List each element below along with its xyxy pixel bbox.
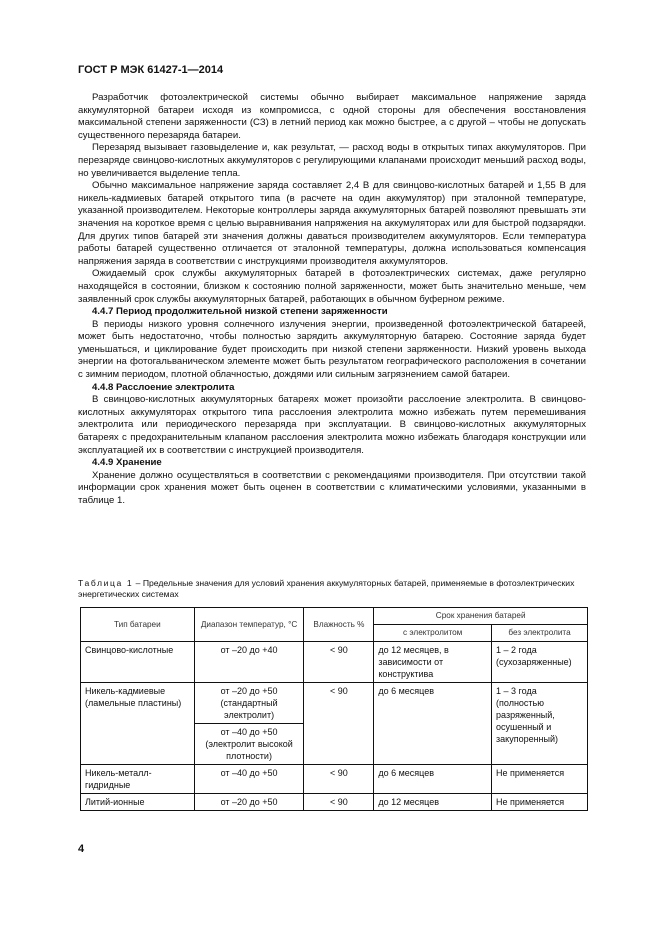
cell-humidity: < 90 [304, 642, 374, 683]
table-label: Таблица 1 [78, 578, 134, 588]
cell-humidity: < 90 [304, 765, 374, 794]
section-heading-449: 4.4.9 Хранение [92, 457, 162, 469]
table-caption [78, 578, 586, 600]
paragraph: Ожидаемый срок службы аккумуляторных батарей в фотоэлектрических системах, даже регулярно находящейся в состоянии, близком к состоянию полной заряженности, может быть значительно меньше, чем заявленный срок службы аккумуляторных батарей, работающих в обычном буферном режиме. [78, 268, 586, 305]
body-text [78, 92, 586, 508]
page-number: 4 [78, 843, 85, 855]
table-row [81, 765, 588, 794]
cell-without-electrolyte: 1 – 3 года (полностью разряженный, осушенный и закупоренный) [492, 683, 588, 765]
cell-temp: от –20 до +40 [194, 642, 304, 683]
table-caption-text: – Предельные значения для условий хранения аккумуляторных батарей, применяемые в фотоэлектрических энергетических системах [78, 578, 575, 599]
cell-type: Никель-кадмиевые (ламельные пластины) [81, 683, 195, 765]
cell-temp: от –40 до +50 [194, 765, 304, 794]
paragraph: Обычно максимальное напряжение заряда составляет 2,4 В для свинцово-кислотных батарей и 1,55 В для никель-кадмиевых батарей открытого типа (в расчете на один аккумулятор) при эталонной температуре, указанной производителем. Некоторые контроллеры заряда аккумуляторных батарей позволяют превышать эти значения на короткое время с целью выравнивания напряжения на аккумуляторах или для быстрой подзарядки. Для других типов батарей эти значения должны даваться производителем аккумуляторов. Если температура работы батарей существенно отличается от эталонной температуры, должна использоваться компенсация напряжения заряда в соответствии с инструкциями производителя аккумуляторов. [78, 180, 586, 267]
storage-table [80, 607, 588, 811]
table-header-row [81, 608, 588, 625]
section-heading-447: 4.4.7 Период продолжительной низкой степени заряженности [92, 306, 388, 318]
paragraph: В периоды низкого уровня солнечного излучения энергии, произведенной фотоэлектрической батареей, может быть недостаточно, чтобы полностью зарядить аккумуляторную батарею. Состояние заряда будет уменьшаться, и циклирование будет происходить при низкой степени заряженности. Низкий уровень выхода энергии на фотогальваническом элементе может быть результатом географического расположения в сочетании с зимним периодом, плотной облачностью, дождями или сильным загрязнением самой батареи. [78, 318, 586, 381]
paragraph: Разработчик фотоэлектрической системы обычно выбирает максимальное напряжение заряда аккумуляторной батареи исходя из компромисса, с одной стороны для обеспечения восстановления максимальной степени заряженности (СЗ) в летний период как можно быстрее, а с другой – чтобы не допускать существенного перезаряда батареи. [78, 92, 586, 141]
cell-type: Литий-ионные [81, 794, 195, 811]
col-header-with-electrolyte: с электролитом [374, 625, 492, 642]
col-header-without-electrolyte: без электролита [492, 625, 588, 642]
paragraph: В свинцово-кислотных аккумуляторных батареях может произойти расслоение электролита. В свинцово-кислотных аккумуляторах открытого типа расслоения электролита можно избежать путем перемешивания электролита или периодического перезаряда при эксплуатации. В свинцово-кислотных аккумуляторных батареях с предохранительным клапаном расслоения электролита можно избежать благодаря конструкции или эксплуатацией их в соответствии с инструкцией производителя. [78, 394, 586, 456]
col-header-humidity: Влажность % [304, 608, 374, 642]
cell-type: Свинцово-кислотные [81, 642, 195, 683]
col-header-type: Тип батареи [81, 608, 195, 642]
cell-without-electrolyte: 1 – 2 года (сухозаряженные) [492, 642, 588, 683]
col-header-storage: Срок хранения батарей [374, 608, 588, 625]
table-row [81, 642, 588, 683]
paragraph: Хранение должно осуществляться в соответствии с рекомендациями производителя. При отсутствии такой информации срок хранения может быть оценен в соответствии с климатическими условиями, указанными в таблице 1. [78, 469, 586, 506]
cell-type: Никель-металл-гидридные [81, 765, 195, 794]
col-header-temp: Диапазон температур, °С [194, 608, 304, 642]
cell-without-electrolyte: Не применяется [492, 794, 588, 811]
cell-with-electrolyte: до 12 месяцев [374, 794, 492, 811]
cell-with-electrolyte: до 6 месяцев [374, 683, 492, 765]
cell-temp: от –20 до +50 (стандартный электролит) [194, 683, 304, 724]
table-row [81, 794, 588, 811]
cell-temp: от –20 до +50 [194, 794, 304, 811]
cell-with-electrolyte: до 6 месяцев [374, 765, 492, 794]
cell-without-electrolyte: Не применяется [492, 765, 588, 794]
document-header: ГОСТ Р МЭК 61427-1—2014 [78, 64, 224, 76]
cell-temp: от –40 до +50 (электролит высокой плотности) [194, 724, 304, 765]
paragraph: Перезаряд вызывает газовыделение и, как результат, — расход воды в открытых типах аккумуляторов. При перезаряде свинцово-кислотных аккумуляторов с регулирующими клапанами происходит меньший расход воды, но увеличивается выделение тепла. [78, 142, 586, 179]
table-row [81, 683, 588, 724]
section-heading-448: 4.4.8 Расслоение электролита [92, 381, 235, 393]
cell-humidity: < 90 [304, 794, 374, 811]
cell-humidity: < 90 [304, 683, 374, 765]
cell-with-electrolyte: до 12 месяцев, в зависимости от конструктива [374, 642, 492, 683]
